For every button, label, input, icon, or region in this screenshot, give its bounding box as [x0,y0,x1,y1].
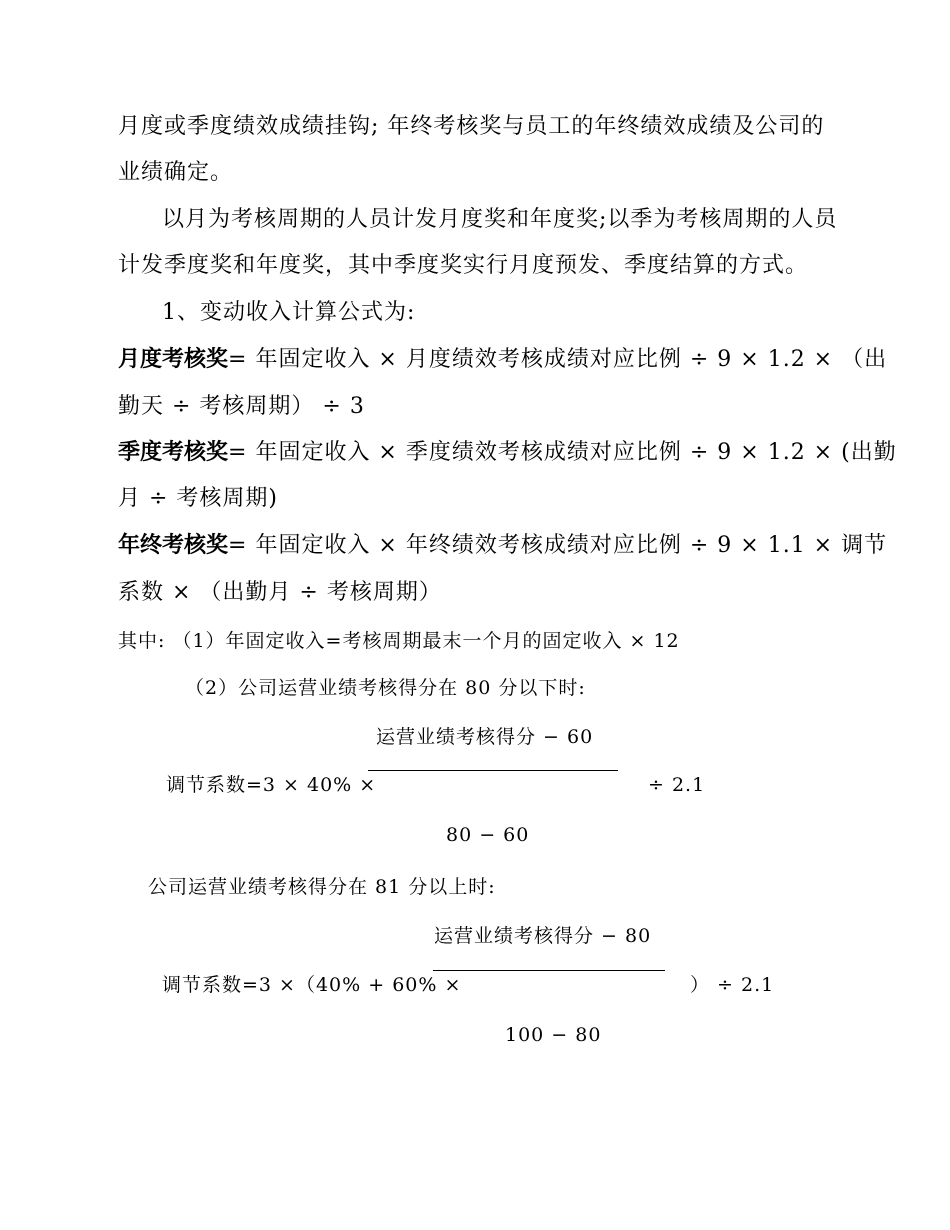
note-line: 公司运营业绩考核得分在 81 分以上时: [148,876,496,898]
fraction-numerator: 运营业绩考核得分 − 80 [434,925,652,947]
formula-continuation: 勤天 ÷ 考核周期） ÷ 3 [118,394,365,419]
fraction-denominator: 80 − 60 [446,824,530,846]
formula-annual [118,531,887,561]
fraction-bar [368,770,618,771]
paragraph-line: 以月为考核周期的人员计发月度奖和年度奖;以季为考核周期的人员 [162,207,838,232]
paragraph-line: 月度或季度绩效成绩挂钩; 年终考核奖与员工的年终绩效成绩及公司的 [118,114,825,139]
fraction-suffix: ÷ 2.1 [648,774,706,796]
fraction-prefix: 调节系数=3 × 40% × [166,774,377,796]
note-line: （2）公司运营业绩考核得分在 80 分以下时: [185,677,586,699]
fraction-numerator: 运营业绩考核得分 − 60 [376,726,594,748]
fraction-bar [433,970,665,971]
paragraph-line: 计发季度奖和年度奖，其中季度奖实行月度预发、季度结算的方式。 [118,253,809,278]
formula-monthly [118,345,887,375]
formula-label: 季度考核奖 [118,440,229,465]
formula-text: = 年固定收入 × 季度绩效考核成绩对应比例 ÷ 9 × 1.2 × (出勤 [228,440,897,465]
formula-quarterly [118,438,897,468]
fraction-prefix: 调节系数=3 ×（40% + 60% × [162,974,462,996]
note-line: 其中: （1）年固定收入=考核周期最末一个月的固定收入 × 12 [118,630,680,652]
formula-label: 年终考核奖 [118,533,229,558]
formula-continuation: 月 ÷ 考核周期) [118,486,279,511]
fraction-suffix: ） ÷ 2.1 [690,974,775,996]
formula-label: 月度考核奖 [118,347,229,372]
formula-continuation: 系数 × （出勤月 ÷ 考核周期） [118,580,442,605]
section-heading: 1、变动收入计算公式为: [162,300,416,325]
paragraph-line: 业绩确定。 [118,160,234,185]
formula-text: = 年固定收入 × 年终绩效考核成绩对应比例 ÷ 9 × 1.1 × 调节 [228,533,888,558]
fraction-denominator: 100 − 80 [505,1024,602,1046]
formula-text: = 年固定收入 × 月度绩效考核成绩对应比例 ÷ 9 × 1.2 × （出 [228,347,888,372]
